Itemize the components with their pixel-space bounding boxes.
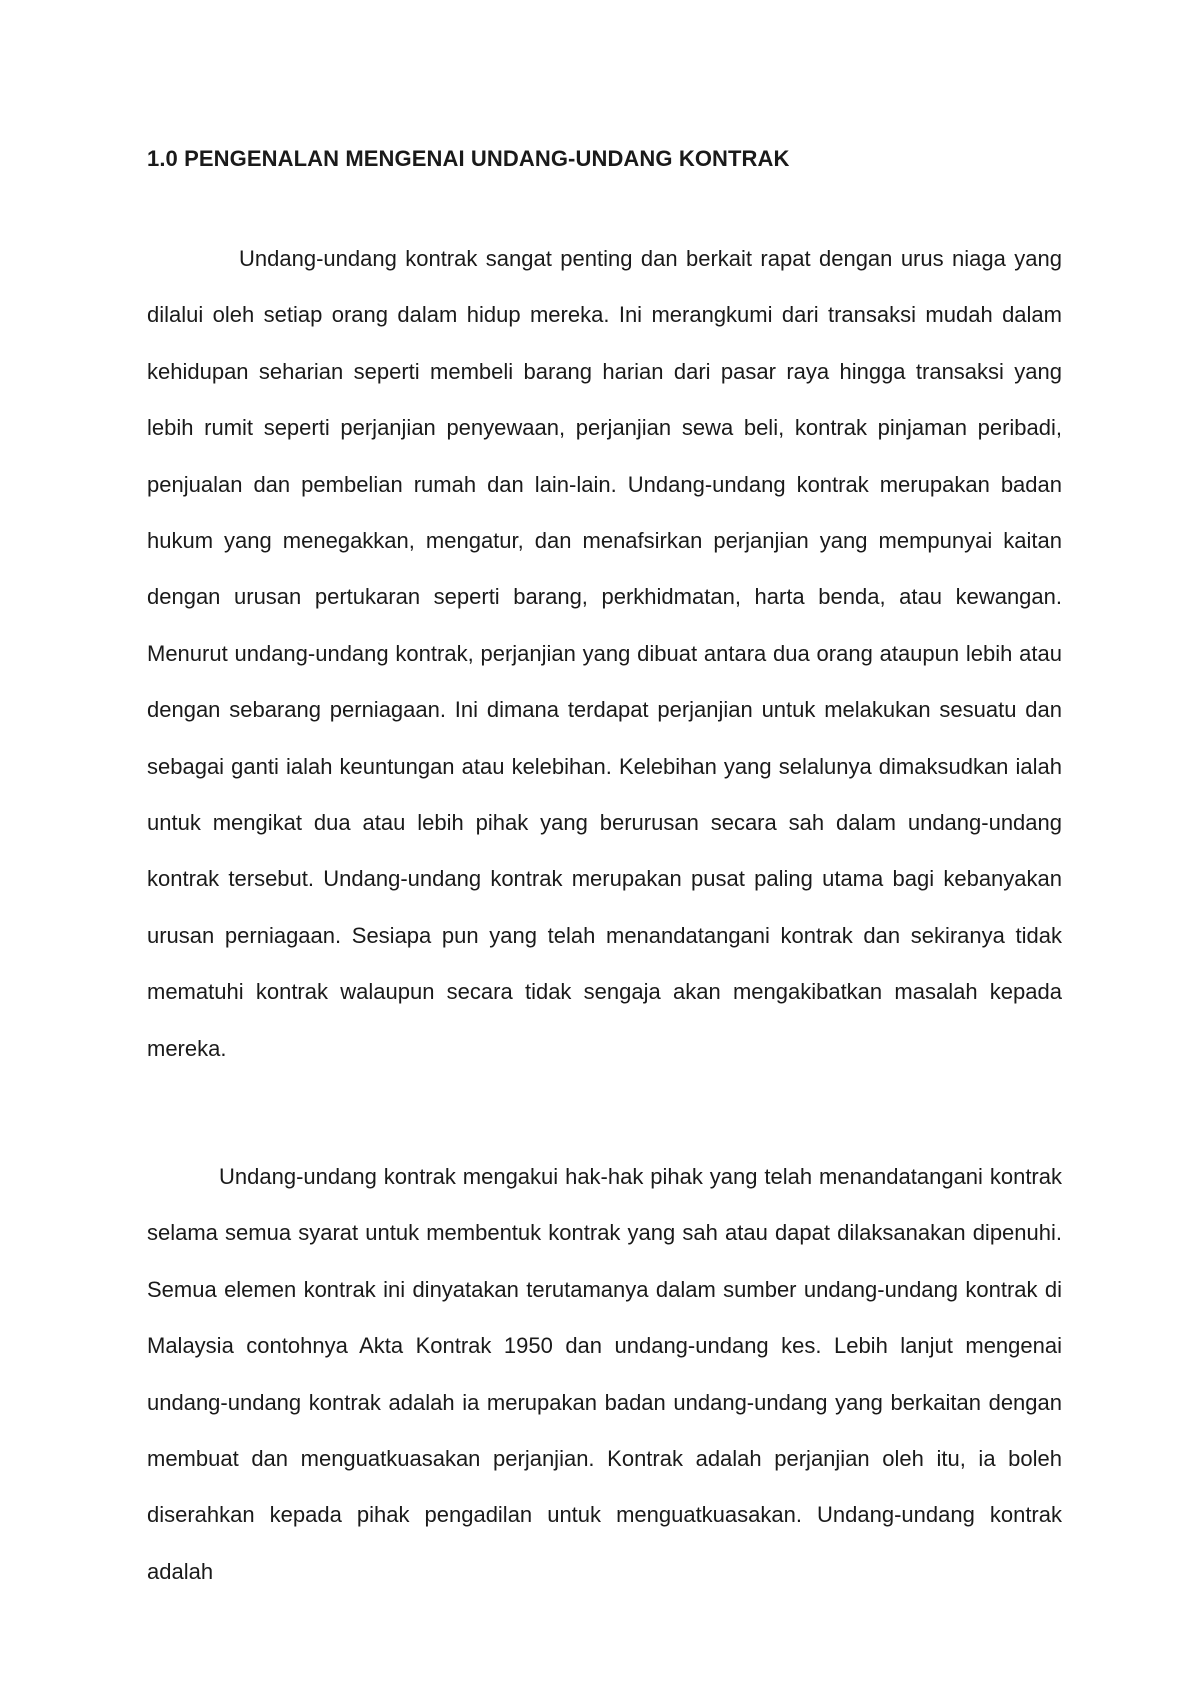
body-paragraph-1: Undang-undang kontrak sangat penting dan berkait rapat dengan urus niaga yang dilalui oleh setiap orang dalam hidup mereka. Ini merangkumi dari transaksi mudah dalam kehidupan seharian seperti membeli barang harian dari pasar raya hingga transaksi yang lebih rumit seperti perjanjian penyewaan, perjanjian sewa beli, kontrak pinjaman peribadi, penjualan dan pembelian rumah dan lain-lain. Undang-undang kontrak merupakan badan hukum yang menegakkan, mengatur, dan menafsirkan perjanjian yang mempunyai kaitan dengan urusan pertukaran seperti barang, perkhidmatan, harta benda, atau kewangan. Menurut undang-undang kontrak, perjanjian yang dibuat antara dua orang ataupun lebih atau dengan sebarang perniagaan. Ini dimana terdapat perjanjian untuk melakukan sesuatu dan sebagai ganti ialah keuntungan atau kelebihan. Kelebihan yang selalunya dimaksudkan ialah untuk mengikat dua atau lebih pihak yang berurusan secara sah dalam undang-undang kontrak tersebut. Undang-undang kontrak merupakan pusat paling utama bagi kebanyakan urusan perniagaan. Sesiapa pun yang telah menandatangani kontrak dan sekiranya tidak mematuhi kontrak walaupun secara tidak sengaja akan mengakibatkan masalah kepada mereka.	[147, 246, 1062, 1061]
body-paragraph-2: Undang-undang kontrak mengakui hak-hak pihak yang telah menandatangani kontrak selama semua syarat untuk membentuk kontrak yang sah atau dapat dilaksanakan dipenuhi. Semua elemen kontrak ini dinyatakan terutamanya dalam sumber undang-undang kontrak di Malaysia contohnya Akta Kontrak 1950 dan undang-undang kes. Lebih lanjut mengenai undang-undang kontrak adalah ia merupakan badan undang-undang yang berkaitan dengan membuat dan menguatkuasakan perjanjian. Kontrak adalah perjanjian oleh itu, ia boleh diserahkan kepada pihak pengadilan untuk menguatkuasakan. Undang-undang kontrak adalah	[147, 1164, 1062, 1584]
section-heading: 1.0 PENGENALAN MENGENAI UNDANG-UNDANG KONTRAK	[147, 146, 790, 171]
